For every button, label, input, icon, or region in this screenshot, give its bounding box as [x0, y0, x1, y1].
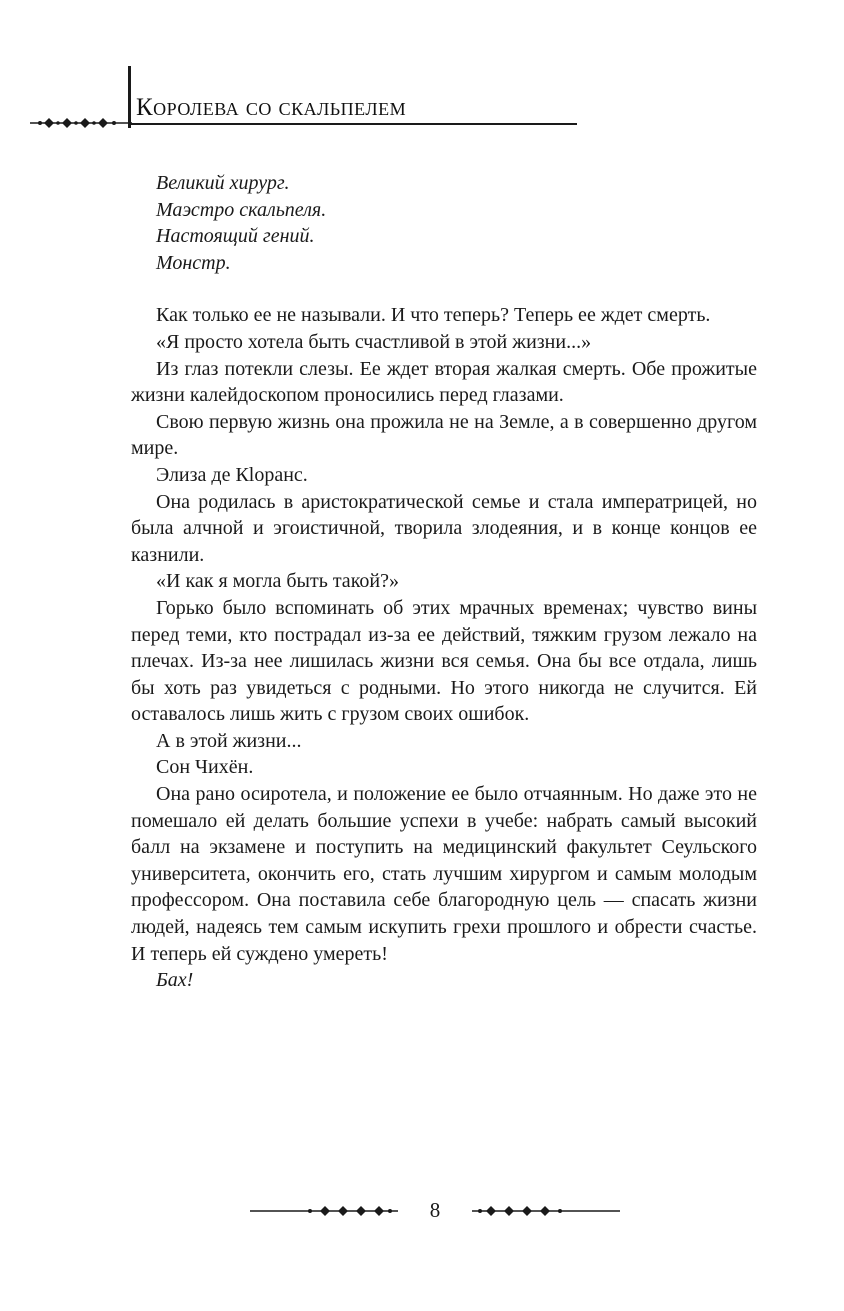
epigraph-poem — [131, 170, 757, 276]
paragraph: «И как я могла быть такой?» — [156, 570, 399, 593]
paragraph: Элиза де Кloранс. — [156, 463, 308, 486]
page-footer — [0, 1196, 844, 1236]
poem-line: Настоящий гений. — [156, 225, 315, 248]
header-rule — [130, 123, 577, 125]
paragraph: «Я просто хотела быть счастливой в этой жизни...» — [156, 330, 592, 353]
page-number: 8 — [429, 1198, 441, 1222]
page-body — [131, 170, 757, 994]
running-header — [0, 60, 844, 140]
poem-line: Маэстро скальпеля. — [156, 198, 327, 221]
paragraph: Она рано осиротела, и положение ее было отчаянным. Но даже это не помешало ей делать большие успехи в учебе: набрать самый высокий балл на экзамене и поступить на медицинский факультет Сеульского университета, окончить его, стать лучшим хирургом и самым молодым профессором. Она поставила себе благородную цель — спасать жизни людей, надеясь тем самым искупить грехи прошлого и обрести счастье. И теперь ей суждено умереть! — [131, 783, 757, 965]
paragraph: Как только ее не называли. И что теперь? Теперь ее ждет смерть. — [156, 304, 711, 327]
paragraph: Из глаз потекли слезы. Ее ждет вторая жалкая смерть. Обе прожитые жизни калейдоскопом проносились перед глазами. — [131, 357, 757, 407]
paragraph: Сон Чихён. — [156, 756, 254, 779]
paragraph: Горько было вспоминать об этих мрачных временах; чувство вины перед теми, кто пострадал из-за ее действий, тяжким грузом лежало на плечах. Из-за нее лишилась жизни вся семья. Она бы все отдала, лишь бы хоть раз увидеться с родными. Но этого никогда не случится. Ей оставалось лишь жить с грузом своих ошибок. — [131, 596, 757, 726]
poem-line: Монстр. — [156, 251, 231, 274]
paragraph: Она родилась в аристократической семье и стала императрицей, но была алчной и эгоистичной, творила злодеяния, и в конце концов ее казнили. — [131, 490, 757, 566]
footer-ornament-left-icon — [250, 1204, 398, 1218]
footer-ornament-right-icon — [472, 1204, 620, 1218]
header-ornament-icon — [30, 116, 132, 130]
final-exclamation: Бах! — [156, 969, 194, 992]
poem-line: Великий хирург. — [156, 172, 290, 194]
prose — [131, 302, 757, 993]
running-title: Королева со скальпелем — [136, 94, 407, 121]
paragraph: А в этой жизни... — [156, 729, 302, 752]
paragraph: Свою первую жизнь она прожила не на Земле, а в совершенно другом мире. — [131, 410, 757, 460]
